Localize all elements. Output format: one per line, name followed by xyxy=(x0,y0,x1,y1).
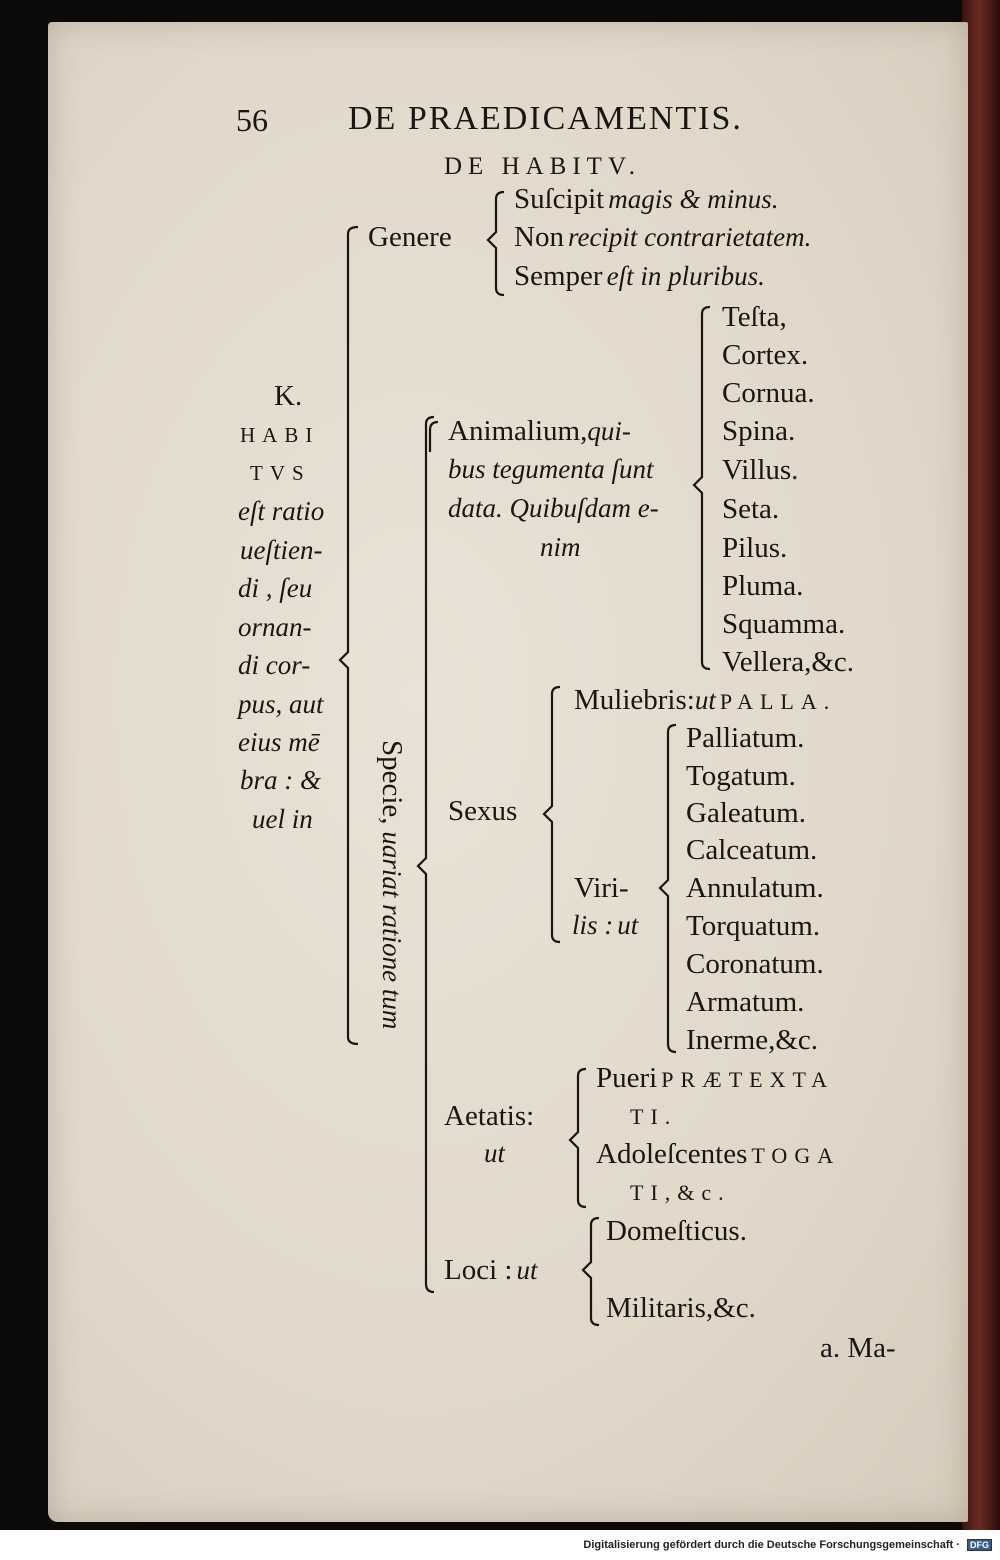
pueri-line xyxy=(596,1064,834,1093)
genere-item-italic: magis & minus. xyxy=(608,184,779,214)
genere-item-italic: recipit contrarietatem. xyxy=(567,222,812,252)
animalium-roman: Animalium, xyxy=(448,415,588,447)
definition-letter: K. xyxy=(274,380,303,412)
virilis-label-2 xyxy=(572,912,638,939)
virilis-item: Armatum. xyxy=(686,986,805,1018)
pueri-roman: Pueri xyxy=(596,1062,658,1094)
animalium-text-bracket xyxy=(430,422,438,452)
genere-item-roman: Non xyxy=(514,221,564,253)
sexus-label: Sexus xyxy=(448,795,518,827)
definition-line: di cor- xyxy=(238,650,311,680)
definition-line: TVS xyxy=(250,461,311,485)
virilis-item: Galeatum. xyxy=(686,797,806,829)
genere-item xyxy=(514,262,765,291)
virilis-item: Coronatum. xyxy=(686,948,824,980)
adolescentes-caps: TOGA xyxy=(751,1143,841,1168)
definition-line: HABI xyxy=(240,423,320,447)
specie-label xyxy=(377,740,406,1029)
virilis-brace xyxy=(660,725,676,1052)
definition-line: ueſtien- xyxy=(240,535,323,565)
genere-item xyxy=(514,185,779,214)
loci-italic: ut xyxy=(516,1255,538,1285)
loci-label xyxy=(444,1256,537,1285)
pueri-caps: PRÆTEXTA xyxy=(661,1067,835,1092)
book-page xyxy=(48,22,968,1522)
virilis-roman: lis : xyxy=(572,910,614,940)
footer-bar xyxy=(0,1530,1000,1560)
muliebris-caps: PALLA. xyxy=(719,689,837,714)
definition-line: bra : & xyxy=(240,765,321,795)
loci-item: Domeſticus. xyxy=(606,1215,747,1247)
animalium-line: data. Quibuſdam e- xyxy=(448,493,659,523)
animalium-line xyxy=(448,417,631,446)
animalium-line: nim xyxy=(540,532,581,562)
specie-label-roman: Specie, xyxy=(376,740,408,825)
definition-line: pus, aut xyxy=(238,689,324,719)
genere-label: Genere xyxy=(368,221,452,253)
virilis-item: Togatum. xyxy=(686,760,796,792)
muliebris-italic: ut xyxy=(694,685,716,715)
animalium-item: Cornua. xyxy=(722,377,815,409)
running-title: DE PRAEDICAMENTIS. xyxy=(348,100,743,137)
definition-line: di , ſeu xyxy=(238,573,313,603)
animalium-item: Squamma. xyxy=(722,608,846,640)
section-title: DE HABITV. xyxy=(444,153,642,180)
virilis-italic: ut xyxy=(617,910,639,940)
definition-line: uel in xyxy=(252,804,313,834)
loci-roman: Loci : xyxy=(444,1254,513,1286)
animalium-italic: qui- xyxy=(587,416,631,446)
definition-line: eius mē xyxy=(238,727,320,757)
definition-line: eſt ratio xyxy=(238,496,325,526)
animalium-brace xyxy=(694,307,710,669)
specie-label-italic: uariat ratione tum xyxy=(377,831,407,1030)
virilis-item: Calceatum. xyxy=(686,834,818,866)
main-brace xyxy=(340,227,358,1044)
catchword: a. Ma- xyxy=(820,1332,896,1364)
genere-item-italic: eſt in pluribus. xyxy=(606,261,765,291)
aetatis-label-ut: ut xyxy=(484,1138,506,1168)
virilis-item: Annulatum. xyxy=(686,872,824,904)
adolescentes-line xyxy=(596,1140,840,1169)
animalium-item: Cortex. xyxy=(722,339,809,371)
dfg-logo: DFG xyxy=(967,1539,992,1551)
genere-item-roman: Suſcipit xyxy=(514,183,605,215)
specie-brace xyxy=(418,417,434,1292)
loci-brace xyxy=(583,1218,599,1325)
sexus-brace xyxy=(544,687,560,942)
definition-line: ornan- xyxy=(238,612,312,642)
muliebris-line xyxy=(574,686,836,715)
aetatis-brace xyxy=(570,1069,586,1207)
loci-item: Militaris,&c. xyxy=(606,1292,756,1324)
adolescentes-roman: Adoleſcentes xyxy=(596,1138,748,1170)
virilis-item: Palliatum. xyxy=(686,722,805,754)
virilis-label: Viri- xyxy=(574,872,629,904)
animalium-item: Pluma. xyxy=(722,570,804,602)
animalium-item: Seta. xyxy=(722,493,780,525)
animalium-item: Pilus. xyxy=(722,532,788,564)
pueri-cont: TI. xyxy=(630,1104,678,1129)
footer-credit xyxy=(583,1539,992,1551)
animalium-line: bus tegumenta ſunt xyxy=(448,454,654,484)
brackets xyxy=(48,22,968,1522)
genere-item-roman: Semper xyxy=(514,260,603,292)
footer-credit-text: Digitalisierung gefördert durch die Deutsche Forschungsgemeinschaft · xyxy=(583,1539,960,1551)
muliebris-roman: Muliebris: xyxy=(574,684,695,716)
genere-brace xyxy=(488,192,504,295)
aetatis-label: Aetatis: xyxy=(444,1100,535,1132)
animalium-item: Vellera,&c. xyxy=(722,646,855,678)
animalium-item: Spina. xyxy=(722,415,796,447)
animalium-item: Villus. xyxy=(722,454,799,486)
virilis-item: Inerme,&c. xyxy=(686,1024,819,1056)
genere-item xyxy=(514,223,811,252)
virilis-item: Torquatum. xyxy=(686,910,821,942)
adolescentes-cont: TI,&c. xyxy=(630,1180,731,1205)
animalium-item: Teſta, xyxy=(722,301,787,333)
page-number: 56 xyxy=(236,102,268,138)
